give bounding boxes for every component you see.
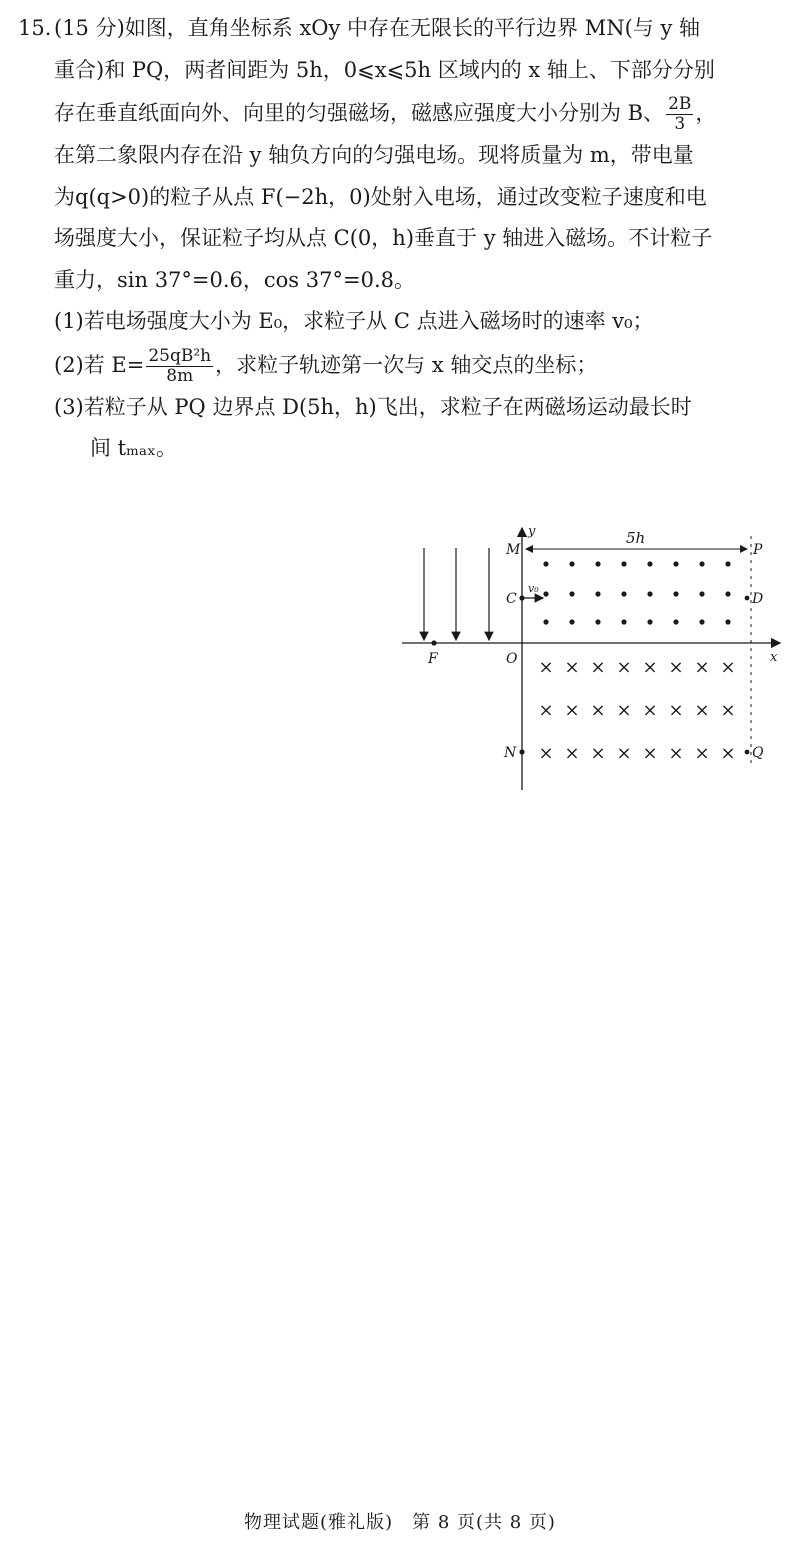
field-dot xyxy=(595,591,600,596)
field-dot xyxy=(543,591,548,596)
question-2 xyxy=(18,343,788,387)
field-dot xyxy=(569,591,574,596)
field-dot xyxy=(673,591,678,596)
field-cross: × xyxy=(564,657,580,678)
field-dot xyxy=(673,619,678,624)
field-cross: × xyxy=(616,700,632,721)
field-cross: × xyxy=(694,743,710,764)
point-q xyxy=(745,750,750,755)
field-dot xyxy=(595,561,600,566)
problem-line-6: 场强度大小，保证粒子均从点 C(0，h)垂直于 y 轴进入磁场。不计粒子 xyxy=(54,226,713,250)
field-cross: × xyxy=(668,700,684,721)
fraction-numerator: 2B xyxy=(668,94,692,114)
field-dot xyxy=(569,561,574,566)
label-d: D xyxy=(752,591,764,607)
inward-field-crosses xyxy=(538,657,735,764)
field-cross: × xyxy=(564,743,580,764)
field-cross: × xyxy=(590,657,606,678)
field-dot xyxy=(699,619,704,624)
label-m: M xyxy=(506,542,521,558)
problem-number: 15. xyxy=(18,16,52,40)
problem-text-3-post: ， xyxy=(695,101,717,125)
problem-15 xyxy=(18,14,788,476)
field-cross: × xyxy=(642,700,658,721)
field-cross: × xyxy=(538,657,554,678)
field-cross: × xyxy=(720,657,736,678)
question-1: (1)若电场强度大小为 E₀，求粒子从 C 点进入磁场时的速率 v₀； xyxy=(54,309,654,333)
problem-line-1 xyxy=(18,14,788,42)
point-f xyxy=(431,640,436,645)
label-v0: v₀ xyxy=(528,582,539,595)
fraction-2b-over-3 xyxy=(666,95,693,134)
field-dot xyxy=(699,561,704,566)
problem-line-5: 为q(q>0)的粒子从点 F(−2h，0)处射入电场，通过改变粒子速度和电 xyxy=(54,184,707,209)
field-cross: × xyxy=(668,743,684,764)
field-cross: × xyxy=(616,657,632,678)
field-dot xyxy=(647,591,652,596)
problem-line-4: 在第二象限内存在沿 y 轴负方向的匀强电场。现将质量为 m，带电量 xyxy=(54,143,694,167)
outward-field-dots xyxy=(543,561,730,624)
field-dot xyxy=(621,561,626,566)
point-n xyxy=(519,749,524,754)
field-cross: × xyxy=(564,700,580,721)
page-footer: 物理试题(雅礼版) 第 8 页(共 8 页) xyxy=(244,1512,556,1533)
field-cross: × xyxy=(590,700,606,721)
label-f: F xyxy=(428,651,438,667)
field-cross: × xyxy=(642,743,658,764)
field-dot xyxy=(569,619,574,624)
field-dot xyxy=(595,619,600,624)
field-cross: × xyxy=(694,700,710,721)
field-cross: × xyxy=(720,700,736,721)
field-diagram xyxy=(398,522,790,794)
question-2-post: ，求粒子轨迹第一次与 x 轴交点的坐标； xyxy=(215,352,598,377)
problem-text-1: (15 分)如图，直角坐标系 xOy 中存在无限长的平行边界 MN(与 y 轴 xyxy=(54,16,701,40)
width-label: 5h xyxy=(626,529,646,547)
fraction-numerator: 25qB²h xyxy=(148,345,212,366)
problem-text-3: 存在垂直纸面向外、向里的匀强磁场，磁感应强度大小分别为 B、 xyxy=(54,101,665,125)
field-dot xyxy=(647,619,652,624)
field-dot xyxy=(621,591,626,596)
field-dot xyxy=(543,619,548,624)
label-c: C xyxy=(506,591,517,607)
problem-line-2: 重合)和 PQ，两者间距为 5h，0⩽x⩽5h 区域内的 x 轴上、下部分分别 xyxy=(54,57,715,82)
field-dot xyxy=(699,591,704,596)
field-cross: × xyxy=(538,743,554,764)
field-cross: × xyxy=(616,743,632,764)
question-3-line-1: (3)若粒子从 PQ 边界点 D(5h，h)飞出，求粒子在两磁场运动最长时 xyxy=(54,394,692,419)
label-o: O xyxy=(506,651,518,667)
label-q: Q xyxy=(752,745,764,761)
label-y: y xyxy=(528,524,536,539)
fraction-field-strength xyxy=(146,347,213,386)
problem-line-3 xyxy=(18,91,788,135)
field-cross: × xyxy=(668,657,684,678)
point-d xyxy=(745,596,750,601)
field-dot xyxy=(647,561,652,566)
fraction-denominator: 3 xyxy=(674,114,686,134)
label-x: x xyxy=(770,650,778,665)
field-dot xyxy=(725,561,730,566)
field-cross: × xyxy=(694,657,710,678)
label-p: P xyxy=(753,542,763,558)
question-2-pre: (2)若 E= xyxy=(54,352,145,377)
field-cross: × xyxy=(642,657,658,678)
problem-line-7: 重力，sin 37°=0.6，cos 37°=0.8。 xyxy=(54,267,415,292)
field-dot xyxy=(725,619,730,624)
field-cross: × xyxy=(590,743,606,764)
field-dot xyxy=(621,619,626,624)
field-cross: × xyxy=(538,700,554,721)
label-n: N xyxy=(504,745,517,761)
point-c xyxy=(519,595,524,600)
field-dot xyxy=(543,561,548,566)
field-dot xyxy=(725,591,730,596)
fraction-denominator: 8m xyxy=(166,365,194,386)
field-dot xyxy=(673,561,678,566)
question-3-line-2: 间 tₘₐₓ。 xyxy=(90,436,177,460)
field-cross: × xyxy=(720,743,736,764)
